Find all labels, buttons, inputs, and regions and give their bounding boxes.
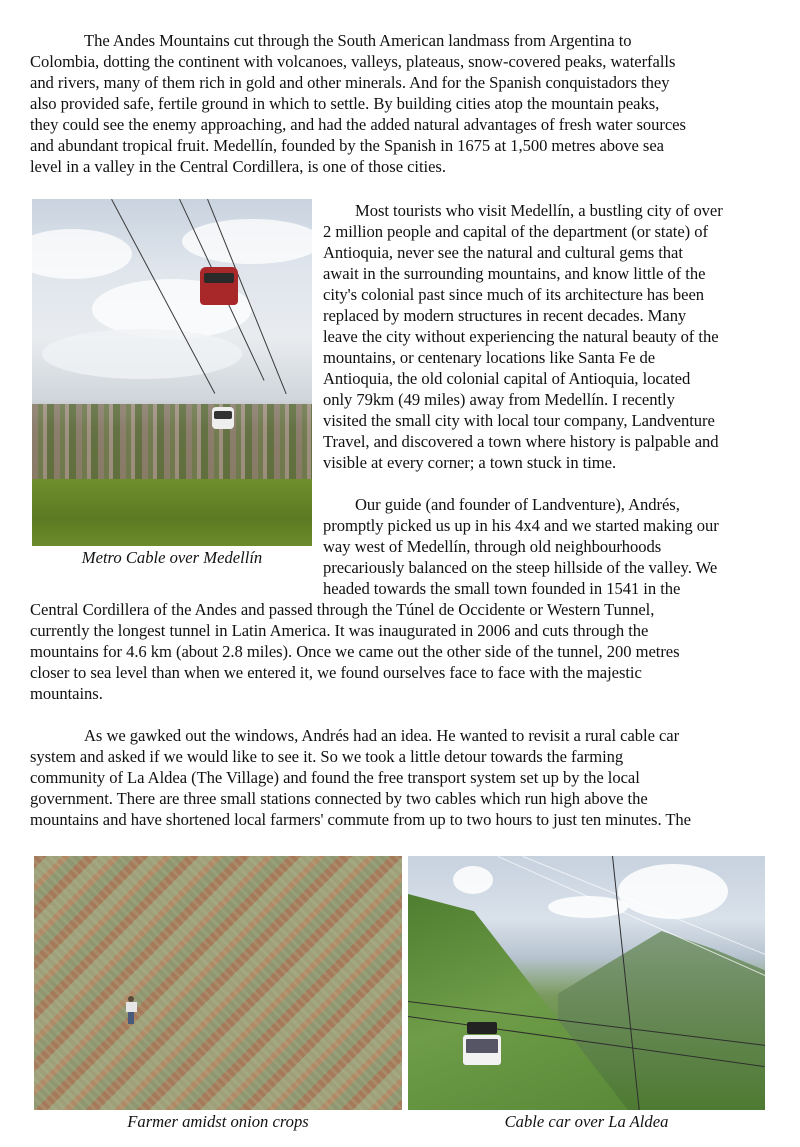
- text-line: system and asked if we would like to see it. So we took a little detour towards the farming: [30, 747, 624, 766]
- la-aldea-cable-photo: [408, 856, 765, 1110]
- text-line: community of La Aldea (The Village) and found the free transport system set up by the local: [30, 768, 640, 787]
- text-line: mountains for 4.6 km (about 2.8 miles). Once we came out the other side of the tunnel, 200 metres: [30, 642, 680, 661]
- text-line: they could see the enemy approaching, and had the added natural advantages of fresh water sources: [30, 115, 686, 134]
- foreground-vegetation: [32, 479, 312, 546]
- figure-caption: Farmer amidst onion crops: [127, 1112, 309, 1131]
- text-line: mountains.: [30, 684, 103, 703]
- text-line: way west of Medellín, through old neighbourhoods: [323, 537, 662, 556]
- text-line: currently the longest tunnel in Latin America. It was inaugurated in 2006 and cuts through the: [30, 621, 649, 640]
- text-line: government. There are three small stations connected by two cables which run high above the: [30, 789, 648, 808]
- text-line: mountains, or centenary locations like Santa Fe de: [323, 348, 656, 367]
- farmer-figure: [126, 996, 136, 1024]
- text-line: Central Cordillera of the Andes and passed through the Túnel de Occidente or Western Tunnel,: [30, 600, 655, 619]
- text-line: Most tourists who visit Medellín, a bustling city of over: [355, 201, 723, 220]
- text-line: visible at every corner; a town stuck in time.: [323, 453, 617, 472]
- text-line: promptly picked us up in his 4x4 and we started making our: [323, 516, 719, 535]
- onion-field-photo: [34, 856, 402, 1110]
- text-line: level in a valley in the Central Cordillera, is one of those cities.: [30, 157, 446, 176]
- text-line: Colombia, dotting the continent with volcanoes, valleys, plateaus, snow-covered peaks, waterfalls: [30, 52, 676, 71]
- text-line: Antioquia, the old colonial capital of Antioquia, located: [323, 369, 691, 388]
- figure-caption: Metro Cable over Medellín: [81, 548, 263, 567]
- text-line: city's colonial past since much of its architecture has been: [323, 285, 705, 304]
- text-line: precariously balanced on the steep hillside of the valley. We: [323, 558, 718, 577]
- text-line: Antioquia, never see the natural and cultural gems that: [323, 243, 683, 262]
- white-gondola: [212, 407, 234, 429]
- text-line: leave the city without experiencing the natural beauty of the: [323, 327, 719, 346]
- text-line: await in the surrounding mountains, and know little of the: [323, 264, 706, 283]
- text-line: only 79km (49 miles) away from Medellín. I recently: [323, 390, 675, 409]
- hillside-houses: [32, 404, 312, 484]
- text-line: closer to sea level than when we entered it, we found ourselves face to face with the majestic: [30, 663, 642, 682]
- red-gondola: [200, 267, 238, 305]
- text-line: and abundant tropical fruit. Medellín, founded by the Spanish in 1675 at 1,500 metres above sea: [30, 136, 664, 155]
- text-line: and rivers, many of them rich in gold and other minerals. And for the Spanish conquistadors they: [30, 73, 670, 92]
- text-line: replaced by modern structures in recent decades. Many: [323, 306, 687, 325]
- text-line: The Andes Mountains cut through the South American landmass from Argentina to: [84, 31, 632, 50]
- text-line: 2 million people and capital of the department (or state) of: [323, 222, 708, 241]
- white-gondola: [462, 1022, 502, 1066]
- text-line: headed towards the small town founded in 1541 in the: [323, 579, 681, 598]
- text-line: Our guide (and founder of Landventure), Andrés,: [355, 495, 680, 514]
- text-line: As we gawked out the windows, Andrés had an idea. He wanted to revisit a rural cable car: [84, 726, 680, 745]
- metro-cable-photo: [32, 199, 312, 546]
- figure-caption: Cable car over La Aldea: [504, 1112, 669, 1131]
- text-line: also provided safe, fertile ground in which to settle. By building cities atop the mountain peaks,: [30, 94, 660, 113]
- text-line: Travel, and discovered a town where history is palpable and: [323, 432, 719, 451]
- text-line: mountains and have shortened local farmers' commute from up to two hours to just ten minutes. The: [30, 810, 691, 829]
- text-line: visited the small city with local tour company, Landventure: [323, 411, 715, 430]
